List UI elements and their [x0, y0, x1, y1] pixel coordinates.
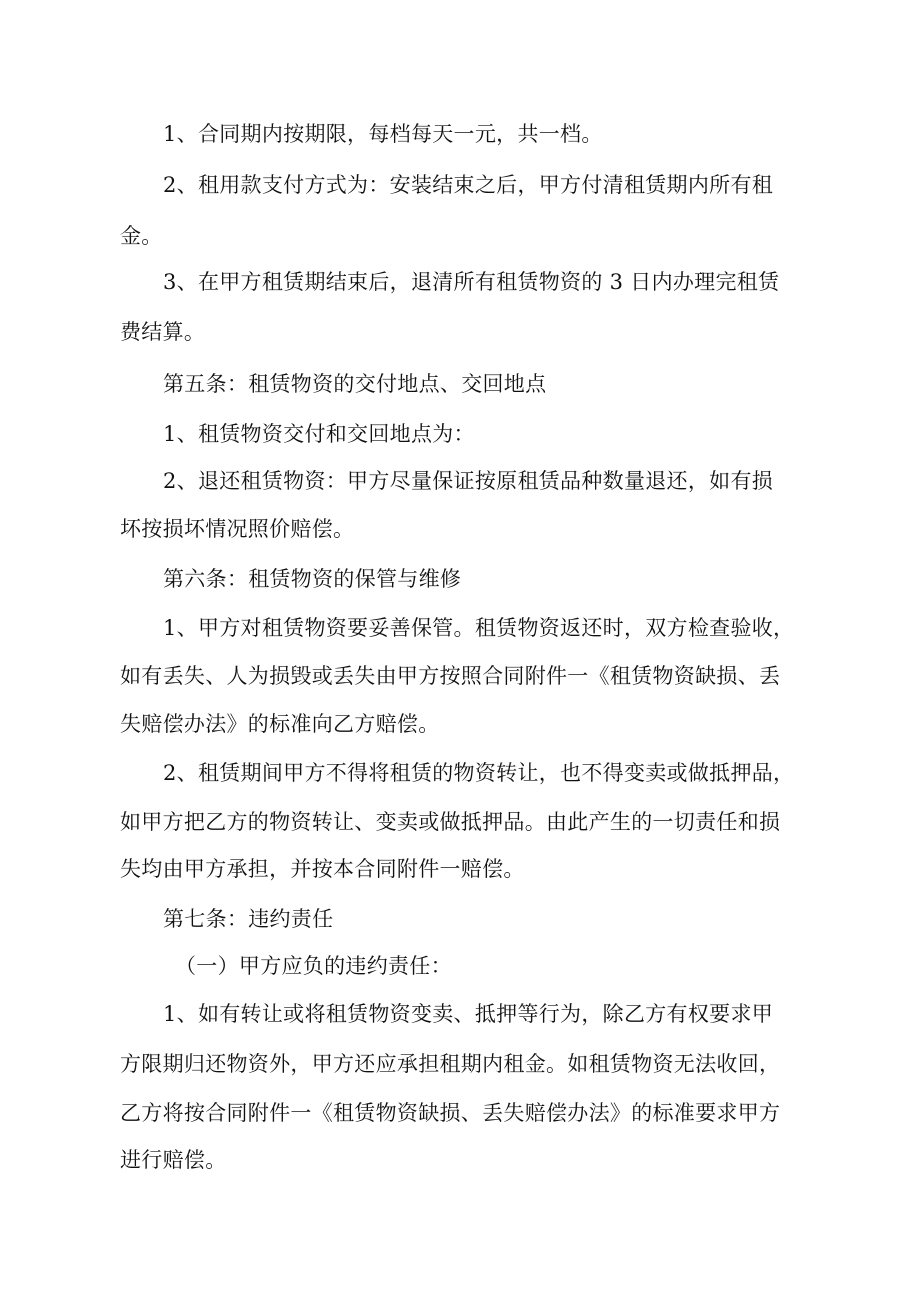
article-5-heading: 第五条：租赁物资的交付地点、交回地点 — [163, 372, 547, 396]
payment-clause-3-line-1: 3、在甲方租赁期结束后，退清所有租赁物资的 3 日内办理完租赁 — [163, 270, 780, 294]
article-7-clause-1-line-1: 1、如有转让或将租赁物资变卖、抵押等行为，除乙方有权要求甲 — [163, 1002, 774, 1026]
article-7-heading: 第七条：违约责任 — [163, 907, 334, 931]
payment-clause-3-line-2: 费结算。 — [120, 320, 206, 344]
article-6-heading: 第六条：租赁物资的保管与维修 — [163, 567, 462, 591]
article-6-clause-1-line-3: 失赔偿办法》的标准向乙方赔偿。 — [120, 712, 440, 736]
article-5-clause-2-line-1: 2、退还租赁物资：甲方尽量保证按原租赁品种数量退还，如有损 — [163, 469, 774, 493]
payment-clause-2-line-1: 2、租用款支付方式为：安装结束之后，甲方付清租赁期内所有租 — [163, 173, 774, 197]
article-7-clause-1-line-4: 进行赔偿。 — [120, 1148, 227, 1172]
article-7-section-1-heading: （一）甲方应负的违约责任： — [175, 954, 452, 978]
article-5-clause-2-line-2: 坏按损坏情况照价赔偿。 — [120, 517, 355, 541]
payment-clause-1: 1、合同期内按期限，每档每天一元，共一档。 — [163, 122, 603, 146]
article-6-clause-1-line-2: 如有丢失、人为损毁或丢失由甲方按照合同附件一《租赁物资缺损、丢 — [120, 664, 781, 688]
article-6-clause-1-line-1: 1、甲方对租赁物资要妥善保管。租赁物资返还时，双方检查验收， — [163, 616, 795, 640]
article-5-clause-1: 1、租赁物资交付和交回地点为： — [163, 422, 475, 446]
article-6-clause-2-line-1: 2、租赁期间甲方不得将租赁的物资转让，也不得变卖或做抵押品， — [163, 761, 795, 785]
article-6-clause-2-line-3: 失均由甲方承担，并按本合同附件一赔偿。 — [120, 857, 525, 881]
payment-clause-2-line-2: 金。 — [120, 224, 163, 248]
article-7-clause-1-line-2: 方限期归还物资外，甲方还应承担租期内租金。如租赁物资无法收回， — [120, 1052, 781, 1076]
article-6-clause-2-line-2: 如甲方把乙方的物资转让、变卖或做抵押品。由此产生的一切责任和损 — [120, 810, 781, 834]
article-7-clause-1-line-3: 乙方将按合同附件一《租赁物资缺损、丢失赔偿办法》的标准要求甲方 — [120, 1101, 781, 1125]
